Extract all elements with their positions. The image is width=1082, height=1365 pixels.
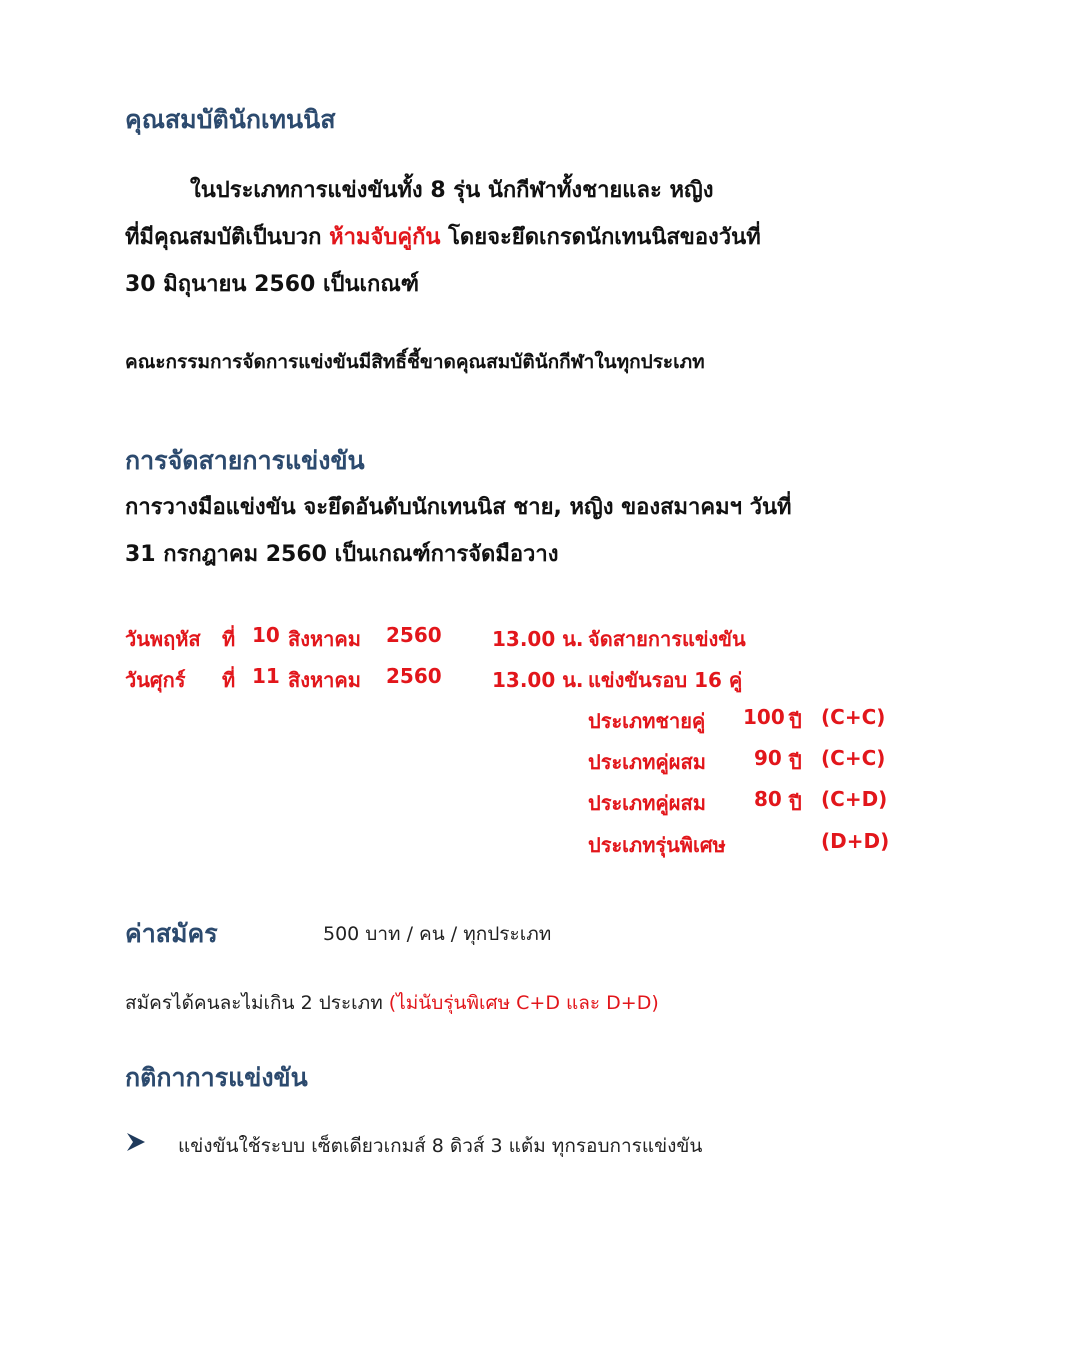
qualification-line-2 (125, 219, 761, 254)
rules-item: แข่งขันใช้ระบบ เซ็ตเดียวเกมส์ 8 ดิวส์ 3 แต้ม ทุกรอบการแข่งขัน (178, 1135, 703, 1157)
category-age: 80 (754, 787, 782, 811)
category-grade: (D+D) (821, 829, 890, 853)
fee-limit-exception: (ไม่นับรุ่นพิเศษ C+D และ D+D) (388, 992, 659, 1014)
schedule-the: ที่ (222, 668, 236, 692)
schedule-event: แข่งขันรอบ 16 คู่ (588, 668, 743, 692)
category-unit: ปี (789, 709, 802, 733)
fee-heading: ค่าสมัคร (125, 919, 218, 948)
arrow-bullet-icon (125, 1131, 147, 1157)
schedule-time: 13.00 น. (492, 627, 584, 651)
category-name: ประเภทรุ่นพิเศษ (588, 833, 726, 857)
schedule-day: วันพฤหัส (125, 627, 201, 651)
fee-limit-text: สมัครได้คนละไม่เกิน 2 ประเภท (125, 992, 383, 1014)
qualification-line-1: ในประเภทการแข่งขันทั้ง 8 รุ่น นักกีฬาทั้งชายและ หญิง (190, 178, 714, 203)
committee-note: คณะกรรมการจัดการแข่งขันมีสิทธิ์ชี้ขาดคุณสมบัตินักกีฬาในทุกประเภท (125, 351, 705, 373)
category-age: 90 (754, 746, 782, 770)
draw-heading: การจัดสายการแข่งขัน (125, 446, 365, 475)
schedule-date: 10 (252, 623, 280, 647)
schedule-month: สิงหาคม (288, 668, 361, 692)
draw-line-1: การวางมือแข่งขัน จะยึดอันดับนักเทนนิส ชาย, หญิง ของสมาคมฯ วันที่ (125, 495, 792, 520)
fee-amount: 500 บาท / คน / ทุกประเภท (323, 923, 552, 945)
category-age: 100 (743, 705, 785, 729)
qualification-heading: คุณสมบัตินักเทนนิส (125, 105, 336, 134)
schedule-event: จัดสายการแข่งขัน (588, 627, 746, 651)
schedule-the: ที่ (222, 627, 236, 651)
category-grade: (C+C) (821, 746, 886, 770)
schedule-time: 13.00 น. (492, 668, 584, 692)
category-grade: (C+D) (821, 787, 888, 811)
category-unit: ปี (789, 750, 802, 774)
schedule-day: วันศุกร์ (125, 668, 186, 692)
category-grade: (C+C) (821, 705, 886, 729)
arrow-bullet-icon-svg (125, 1131, 147, 1153)
schedule-year: 2560 (386, 664, 442, 688)
schedule-year: 2560 (386, 623, 442, 647)
qualification-line-3: 30 มิถุนายน 2560 เป็นเกณฑ์ (125, 272, 420, 297)
category-name: ประเภทคู่ผสม (588, 750, 706, 774)
schedule-date: 11 (252, 664, 280, 688)
no-pairing-warning: ห้ามจับคู่กัน (329, 225, 441, 250)
qualification-line-2-end: โดยจะยึดเกรดนักเทนนิสของวันที่ (440, 225, 761, 250)
category-name: ประเภทชายคู่ (588, 709, 706, 733)
draw-line-2: 31 กรกฎาคม 2560 เป็นเกณฑ์การจัดมือวาง (125, 542, 559, 567)
schedule-month: สิงหาคม (288, 627, 361, 651)
category-name: ประเภทคู่ผสม (588, 791, 706, 815)
category-unit: ปี (789, 791, 802, 815)
qualification-line-2-start: ที่มีคุณสมบัติเป็นบวก (125, 225, 330, 250)
rules-heading: กติกาการแข่งขัน (125, 1063, 308, 1092)
fee-limit (125, 988, 659, 1018)
